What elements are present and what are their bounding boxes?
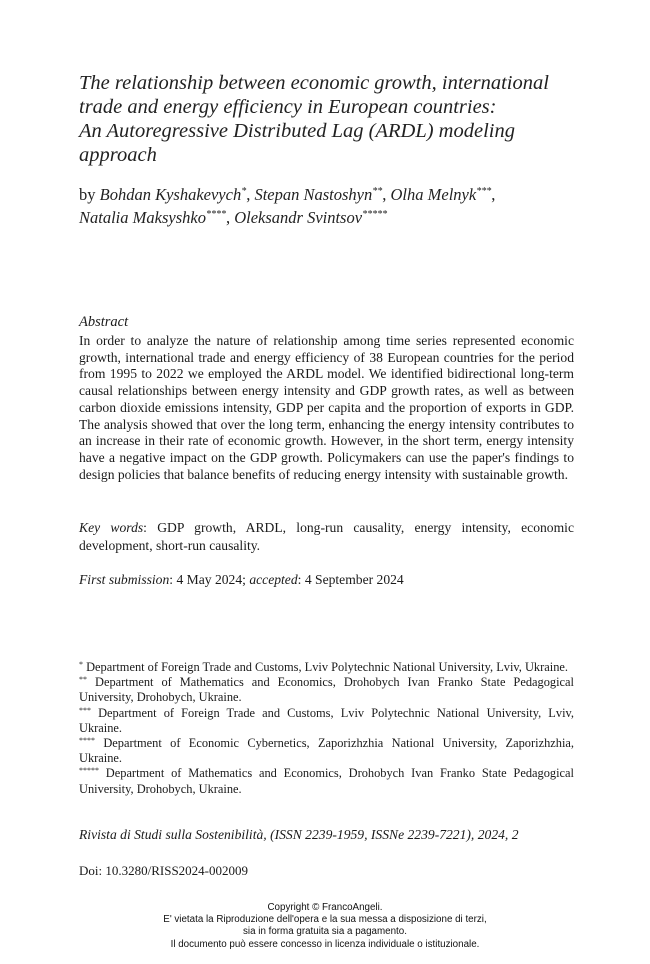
author-byline [79,183,599,229]
author-separator: , [225,208,235,227]
author-affiliation-mark: ***** [362,209,388,220]
author-separator: , [491,185,496,204]
title-line: The relationship between economic growth, international [79,72,549,94]
first-submission-date: : 4 May 2024; [169,572,250,587]
footnote [79,660,574,675]
author-name: Stepan Nastoshyn [254,185,373,204]
copyright-line: sia in forma gratuita sia a pagamento. [243,926,407,938]
footnote-mark: ***** [79,766,99,776]
keywords-text: : GDP growth, ARDL, long-run causality, energy intensity, economic development, short-run causality. [79,520,574,553]
author-separator: , [246,185,255,204]
footnote-text: Department of Mathematics and Economics, Drohobych Ivan Franko State Pedagogical University, Drohobych, Ukraine. [79,675,574,705]
first-submission-label: First submission [79,572,170,587]
title-line: trade and energy efficiency in European countries: [79,96,497,118]
footnote-text: Department of Foreign Trade and Customs, Lviv Polytechnic National University, Lviv, Ukraine. [79,705,574,735]
footnote-mark: ** [79,675,87,685]
copyright-line: Copyright © FrancoAngeli. [267,902,383,913]
title-line: approach [79,144,157,166]
affiliation-footnotes [79,660,574,797]
author-affiliation-mark: *** [476,186,492,197]
doi-line: Doi: 10.3280/RISS2024-002009 [79,863,249,878]
keywords-label: Key words [79,520,144,535]
author-affiliation-mark: ** [372,186,383,197]
copyright-line: Il documento può essere concesso in licenza individuale o istituzionale. [170,938,480,950]
abstract-text: In order to analyze the nature of relationship among time series represented economic growth, international trade and energy efficiency of 38 European countries for the period from 1995 to 2022 we employed the ARDL model. We identified bidirectional long-term causal relationships between energy intensity and GDP growth rates, as well as between carbon dioxide emissions intensity, GDP per capita and the proportion of exports in GDP. The analysis showed that over the long term, enhancing the energy intensity contributes to an increase in their rate of economic growth. However, in the short term, energy intensity have a negative impact on the GDP growth. Policymakers can use the paper's findings to design policies that balance benefits of reducing energy intensity with sustainable growth. [79,333,574,482]
copyright-line: E' vietata la Riproduzione dell'opera e la sua messa a disposizione di terzi, [163,914,487,926]
journal-citation: Rivista di Studi sulla Sostenibilità, (ISSN 2239-1959, ISSNe 2239-7221), 2024, 2 [79,827,519,842]
accepted-date: : 4 September 2024 [297,572,404,587]
submission-dates [79,571,574,589]
footnote-mark: *** [79,705,91,715]
footnote-text: Department of Economic Cybernetics, Zaporizhzhia National University, Zaporizhzhia, Ukraine. [79,736,574,766]
footnote [79,736,574,766]
author-affiliation-mark: **** [205,209,226,220]
byline-by: by [79,185,96,204]
footnote [79,675,574,705]
keywords [79,519,574,555]
author-affiliation-mark: * [241,186,247,197]
footnote [79,706,574,736]
footnote-mark: **** [79,736,95,746]
footnote-text: Department of Mathematics and Economics, Drohobych Ivan Franko State Pedagogical University, Drohobych, Ukraine. [79,766,574,796]
accepted-label: accepted [249,572,298,587]
footnote [79,766,574,796]
title-line: An Autoregressive Distributed Lag (ARDL) modeling [79,120,515,142]
footnote-text: Department of Foreign Trade and Customs, Lviv Polytechnic National University, Lviv, Ukraine. [83,660,568,674]
author-name: Oleksandr Svintsov [234,208,363,227]
author-name: Olha Melnyk [390,185,477,204]
author-name: Bohdan Kyshakevych [99,185,242,204]
abstract-heading: Abstract [79,314,129,330]
author-name: Natalia Maksyshko [79,208,206,227]
paper-title [79,71,589,167]
author-separator: , [382,185,391,204]
copyright-notice [100,902,550,951]
footnote-mark: * [79,660,83,669]
